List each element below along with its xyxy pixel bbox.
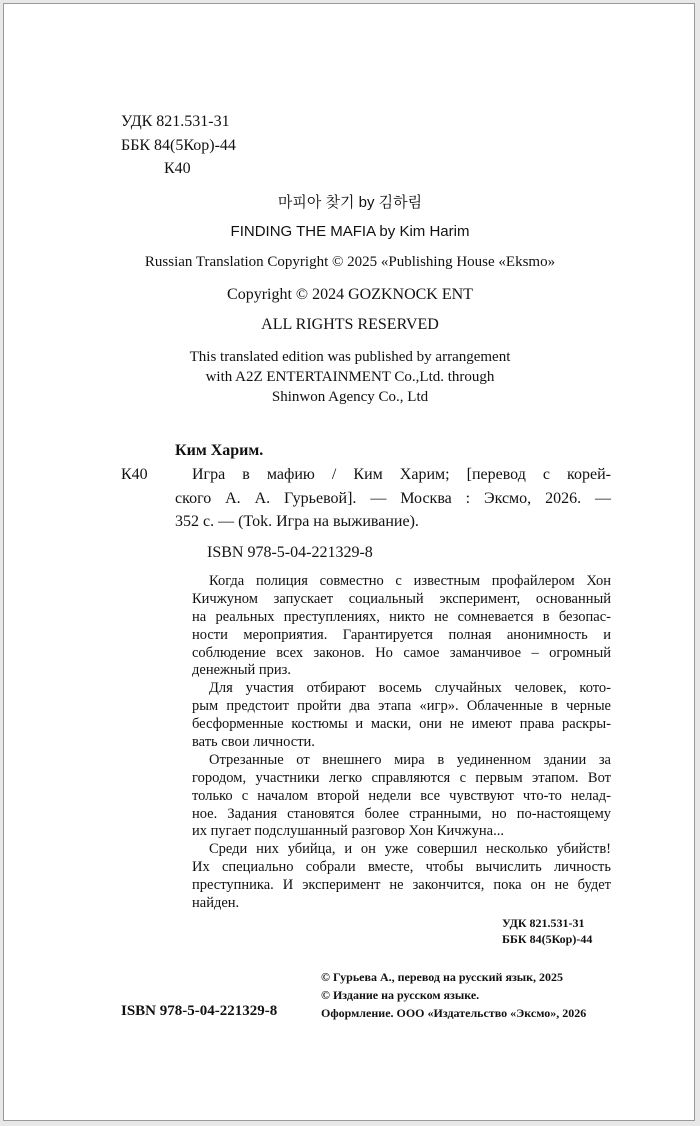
annotation-paragraph [192,573,611,680]
catalog-author: Ким Харим. [175,442,264,459]
rights-reserved: ALL RIGHTS RESERVED [261,316,439,333]
annotation-line: соблюдение всех законов. Но самое заманчивое – огромный [192,644,611,661]
edition-credit: © Издание на русском языке. [321,988,480,1002]
annotation-line: Отрезанные от внешнего мира в уединенном здании за [209,751,611,768]
korean-title: 마피아 찾기 by 김하림 [277,194,423,211]
annotation-paragraph [192,680,611,752]
design-credit: Оформление. ООО «Издательство «Эксмо», 2026 [321,1006,587,1020]
catalog-entry-line: ского А. А. Гурьевой]. — Москва : Эксмо, 2026. — [175,490,611,507]
annotation-line: городом, участники легко справляются с первым этапом. Вот [192,769,611,786]
author-mark: К40 [164,160,191,177]
annotation-line: денежный приз. [192,662,292,679]
annotation-line: Когда полиция совместно с известным профайлером Хон [209,573,611,589]
catalog-entry-line: 352 с. — (Tok. Игра на выживание). [175,513,419,530]
arrangement-line: This translated edition was published by arrangement [189,349,511,365]
annotation-line: преступника. И эксперимент не закончится, пока он не будет [192,877,611,894]
footer-udk: УДК 821.531-31 [502,916,585,930]
annotation-line: Кичжуном запускает социальный эксперимент, основанный [192,590,611,607]
footer-isbn: ISBN 978-5-04-221329-8 [121,1003,278,1019]
annotation-line: найден. [192,895,240,912]
translation-copyright: Russian Translation Copyright © 2025 «Publishing House «Eksmo» [144,254,556,270]
arrangement-line: Shinwon Agency Co., Ltd [271,389,429,405]
english-title: FINDING THE MAFIA by Kim Harim [230,223,470,240]
catalog-entry-line: Игра в мафию / Ким Харим; [перевод с корей- [192,466,611,483]
translation-credit: © Гурьева А., перевод на русский язык, 2025 [321,970,564,984]
annotation-line: вать свои личности. [192,734,315,751]
annotation-paragraph [192,841,611,913]
annotation-line: только с началом второй недели все чувствуют что-то нелад- [192,787,611,804]
catalog-mark: К40 [121,466,148,483]
annotation-line: бесформенные костюмы и маски, они не имеют права раскры- [192,716,611,733]
footer-bbk: ББК 84(5Кор)-44 [502,932,593,946]
arrangement-line: with A2Z ENTERTAINMENT Co.,Ltd. through [205,369,495,385]
annotation-line: Их специально собрали вместе, чтобы вычислить личность [192,859,611,876]
annotation-line: на реальных преступлениях, никто не сомневается в безопас- [192,608,611,625]
bbk-code: ББК 84(5Кор)-44 [121,137,236,154]
annotation-line: рым предстоит пройти два этапа «игр». Облаченные в черные [192,698,611,715]
annotation-paragraph [192,752,611,841]
catalog-isbn: ISBN 978-5-04-221329-8 [207,544,373,561]
annotation-line: их пугает подслушанный разговор Хон Кичжуна... [192,823,504,840]
annotation [192,573,611,913]
annotation-line: Для участия отбирают восемь случайных человек, кото- [209,680,611,697]
book-page [3,3,695,1121]
udk-code: УДК 821.531-31 [121,113,230,130]
original-copyright: Copyright © 2024 GOZKNOCK ENT [227,286,473,303]
annotation-line: ное. Задания становятся более странными, но по-настоящему [192,805,611,822]
annotation-line: ности мероприятия. Гарантируется полная анонимность и [192,626,611,643]
annotation-line: Среди них убийца, и он уже совершил несколько убийств! [209,841,611,858]
